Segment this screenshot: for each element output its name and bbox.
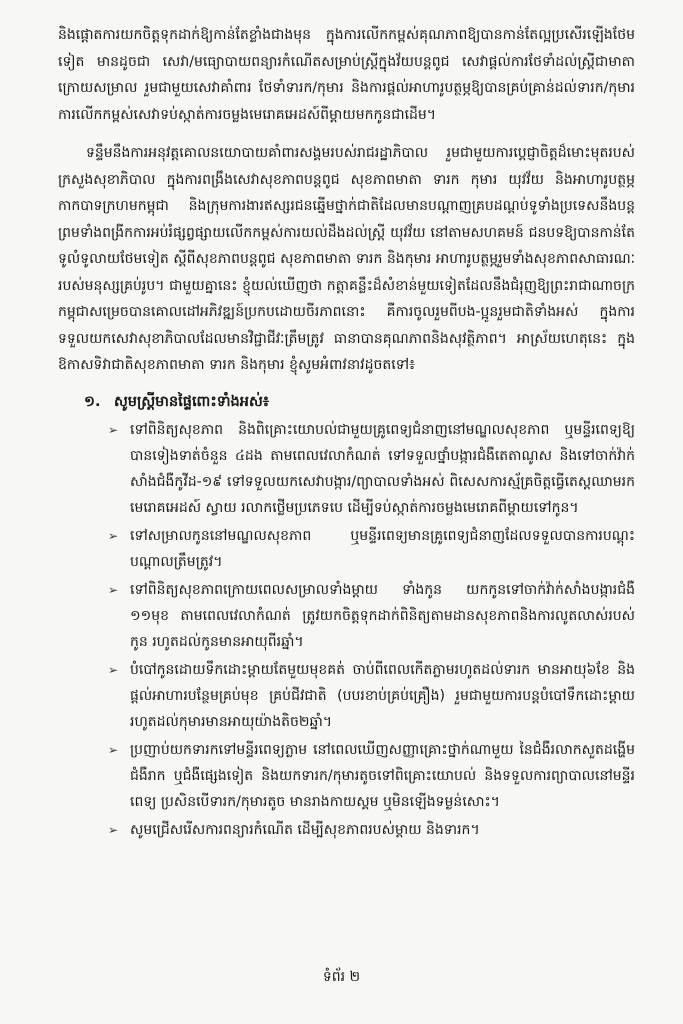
section-number: ១.: [84, 393, 101, 410]
bullet-text: ទៅសម្រាលកូននៅមណ្ឌលសុខភាព ឬមន្ទីរពេទ្យមានគ្រូពេទ្យជំនាញដែលទទួលបានការបណ្ដុះបណ្ដាលត្រឹមត្រូវ។: [130, 527, 635, 570]
list-item: [108, 577, 635, 655]
section-title: សូមស្ត្រីមានផ្ទៃពោះទាំងអស់៖: [114, 393, 270, 410]
list-item: [108, 737, 635, 815]
arrow-bullet-icon: ➢: [108, 742, 119, 757]
arrow-bullet-icon: ➢: [108, 822, 119, 837]
list-item: [108, 523, 635, 575]
bullet-text: ទៅពិនិត្យសុខភាព និងពិគ្រោះយោបល់ជាមួយគ្រូពេទ្យជំនាញនៅមណ្ឌលសុខភាព ឬមន្ទីរពេទ្យឱ្យបានទៀងទាត់ចំនួន ៤ដង តាមពេលវេលាកំណត់ ទៅទទួលថ្នាំបង្ការជំងឺតេតាណូស និងទៅចាក់វ៉ាក់សាំងជំងឺកូវីដ-១៩ ទៅទទួលយកសេវាបង្ការ/ព្យាបាលទាំងអស់ ពិសេសការស្ម័គ្រចិត្តធ្វើតេស្តឈាមរកមេរោគអេដស៍ ស្វាយ រលាកថ្លើមប្រភេទបេ ដើម្បីទប់ស្កាត់ការចម្លងមេរោគពីម្ដាយទៅកូន។: [130, 421, 635, 516]
bullet-list: [58, 417, 635, 843]
arrow-bullet-icon: ➢: [108, 662, 119, 677]
list-item: [108, 657, 635, 735]
paragraph-intro-continued: និងផ្ដោតការយកចិត្តទុកដាក់ឱ្យកាន់តែខ្លាំងជាងមុន ក្នុងការលើកកម្ពស់គុណភាពឱ្យបានកាន់តែល្អប្រសើរឡើងថែមទៀត មានដូចជា សេវា/មធ្យោបាយពន្យារកំណើតសម្រាប់ស្ត្រីក្នុងវ័យបន្តពូជ សេវាផ្ដល់ការថែទាំដល់ស្ត្រីជាមាតាក្រោយសម្រាល រួមជាមួយសេវាគាំពារ ថែទាំទារក/កុមារ និងការផ្ដល់អាហារូបត្ថម្ភឱ្យបានគ្រប់គ្រាន់ដល់ទារក/កុមារ ការលើកកម្ពស់សេវាទប់ស្កាត់ការចម្លងមេរោគអេដស៍ពីម្ដាយមកកូនជាដើម។: [58, 27, 635, 123]
bullet-text: ប្រញាប់យកទារកទៅមន្ទីរពេទ្យភ្លាម នៅពេលឃើញសញ្ញាគ្រោះថ្នាក់ណាមួយ នៃជំងឺរលាកសួតដង្ហើម ជំងឺរាក ឬជំងឺផ្សេងទៀត និងយកទារក/កុមារតូចទៅពិគ្រោះយោបល់ និងទទួលការព្យាបាលនៅមន្ទីរពេទ្យ ប្រសិនបើទារក/កុមារតូច មានរាងកាយស្គម ឬមិនឡើងទម្ងន់សោះ។: [130, 741, 635, 810]
bullet-text: ទៅពិនិត្យសុខភាពក្រោយពេលសម្រាលទាំងម្ដាយ ទាំងកូន យកកូនទៅចាក់វ៉ាក់សាំងបង្ការជំងឺ ១១មុខ តាមពេលវេលាកំណត់ ត្រូវយកចិត្តទុកដាក់ពិនិត្យតាមដានសុខភាពនិងការលូតលាស់របស់កូន រហូតដល់កូនមានអាយុពីរឆ្នាំ។: [130, 581, 635, 650]
section-heading: [84, 389, 635, 415]
list-item: [108, 817, 635, 843]
page-number: ទំព័រ ២: [322, 969, 361, 985]
arrow-bullet-icon: ➢: [108, 422, 119, 437]
appeal-section: [58, 389, 635, 843]
list-item: [108, 417, 635, 521]
paragraph-social-protection: ទន្ទឹមនឹងការអនុវត្តគោលនយោបាយគាំពារសង្គមរបស់រាជរដ្ឋាភិបាល រួមជាមួយការប្ដេជ្ញាចិត្តដ៏មោះមុតរបស់ក្រសួងសុខាភិបាល ក្នុងការពង្រឹងសេវាសុខភាពបន្តពូជ សុខភាពមាតា ទារក កុមារ យុវវ័យ និងអាហារូបត្ថម្ភកាកបាទក្រហមកម្ពុជា និងក្រុមការងារឥស្សរជនឆ្នើមថ្នាក់ជាតិដែលមានបណ្ដាញគ្របដណ្ដប់ទូទាំងប្រទេសនឹងបន្ត ព្រមទាំងពង្រីកការអប់រំផ្សព្វផ្សាយលើកកម្ពស់ការយល់ដឹងដល់ស្ត្រី យុវវ័យ នៅតាមសហគមន៍ ជនបទឱ្យបានកាន់តែទូលំទូលាយថែមទៀត ស្ដីពីសុខភាពបន្តពូជ សុខភាពមាតា ទារក និងកុមារ អាហារូបត្ថម្ភរួមទាំងសុខភាពសាធារណៈរបស់មនុស្សគ្រប់រូប។ ជាមួយគ្នានេះ ខ្ញុំយល់ឃើញថា កត្តាគន្លឹះដ៏សំខាន់មួយទៀតដែលនឹងជំរុញឱ្យព្រះរាជាណាចក្រកម្ពុជាសម្រេចបានគោលដៅអភិវឌ្ឍន៍ប្រកបដោយចីរភាពនោះ គឺការចូលរួមពីបង-ប្អូនរួមជាតិទាំងអស់ ក្នុងការទទួលយកសេវាសុខាភិបាលដែលមានវិជ្ជាជីវៈត្រឹមត្រូវ ធានាបានគុណភាពនិងសុវត្ថិភាព។ អាស្រ័យហេតុនេះ ក្នុងឱកាសទិវាជាតិសុខភាពមាតា ទារក និងកុមារ ខ្ញុំសូមអំពាវនាវដូចតទៅ៖: [58, 145, 635, 373]
arrow-bullet-icon: ➢: [108, 528, 119, 543]
arrow-bullet-icon: ➢: [108, 582, 119, 597]
bullet-text: បំបៅកូនដោយទឹកដោះម្ដាយតែមួយមុខគត់ ចាប់ពីពេលកើតភ្លាមរហូតដល់ទារក មានអាយុ៦ខែ និងផ្ដល់អាហារបន្ថែមគ្រប់មុខ គ្រប់ជីវជាតិ (បបរខាប់គ្រប់គ្រឿង) រួមជាមួយការបន្តបំបៅទឹកដោះម្ដាយរហូតដល់កុមារមានអាយុយ៉ាងតិច២ឆ្នាំ។: [130, 661, 635, 730]
bullet-text: សូមជ្រើសរើសការពន្យារកំណើត ដើម្បីសុខភាពរបស់ម្ដាយ និងទារក។: [130, 821, 480, 838]
